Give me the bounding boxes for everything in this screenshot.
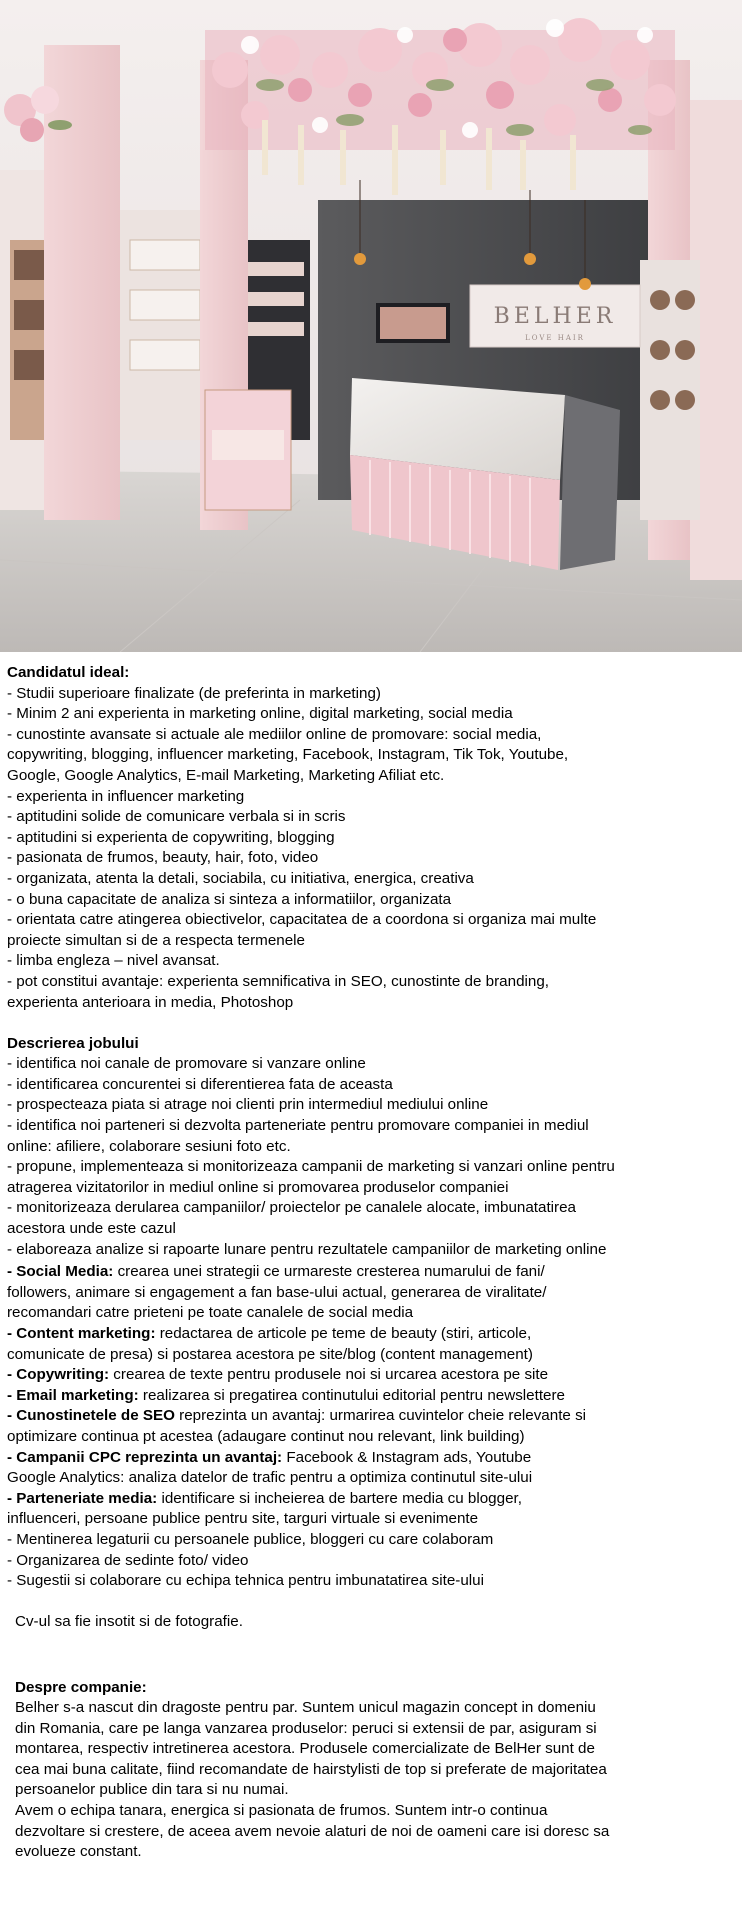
job-line: - identifica noi parteneri si dezvolta parteneriate pentru promovare companiei in mediul [7, 1117, 589, 1135]
content-marketing-text: redactarea de articole pe teme de beauty (stiri, articole, [155, 1325, 532, 1342]
company-line: persoanelor publice din tara si nu numai. [15, 1781, 289, 1799]
job-line: - propune, implementeaza si monitorizeaza campanii de marketing si vanzari online pentru [7, 1158, 615, 1176]
company-line: Belher s-a nascut din dragoste pentru par. Suntem unicul magazin concept in domeniu [15, 1699, 596, 1717]
job-line: - identificarea concurentei si diferentierea fata de aceasta [7, 1075, 393, 1093]
email-marketing-item [7, 1386, 735, 1407]
job-tail-line: - Sugestii si colaborare cu echipa tehnica pentru imbunatatirea site-ului [7, 1572, 484, 1590]
cpc-text: Facebook & Instagram ads, Youtube [282, 1448, 532, 1466]
media-partnerships-item [7, 1489, 735, 1510]
store-photo [0, 0, 742, 652]
ideal-line: - aptitudini si experienta de copywriting, blogging [7, 828, 335, 846]
ideal-line: - pot constitui avantaje: experienta semnificativa in SEO, cunostinte de branding, [7, 972, 549, 990]
content-marketing-label: - Content marketing: [7, 1325, 156, 1342]
social-media-text: crearea unei strategii ce urmareste cresterea numarului de fani/ [113, 1263, 545, 1281]
ideal-line: - organizata, atenta la detali, sociabila, cu initiativa, energica, creativa [7, 869, 474, 887]
sign-brand: BELHER [493, 304, 617, 329]
email-marketing-label: - Email marketing: [7, 1386, 139, 1404]
ideal-candidate-list [7, 684, 735, 1014]
ideal-line: - cunostinte avansate si actuale ale mediilor online de promovare: social media, [7, 725, 542, 743]
social-media-label: - Social Media: [7, 1263, 114, 1281]
job-line: - monitorizeaza derularea campaniilor/ proiectelor pe canalele alocate, imbunatatirea [7, 1199, 576, 1217]
sign-tagline: LOVE HAIR [525, 334, 585, 342]
company-line: Avem o echipa tanara, energica si pasionata de frumos. Suntem intr-o continua [15, 1802, 548, 1820]
social-media-text-2: followers, animare si engagement a fan base-ului actual, generarea de viralitate/ [7, 1283, 547, 1301]
email-marketing-text: realizarea si pregatirea continutului editorial pentru newslettere [138, 1386, 566, 1404]
ideal-line: Google, Google Analytics, E-mail Marketing, Marketing Afiliat etc. [7, 766, 445, 784]
ideal-line: copywriting, blogging, influencer marketing, Facebook, Instagram, Tik Tok, Youtube, [7, 746, 569, 764]
ideal-candidate-heading: Candidatul ideal: [7, 664, 130, 681]
ideal-line: - o buna capacitate de analiza si sinteza a informatiilor, organizata [7, 890, 452, 908]
ideal-line: - orientata catre atingerea obiectivelor, capacitatea de a coordona si organiza mai multe [7, 911, 597, 929]
ideal-line: - aptitudini solide de comunicare verbala si in scris [7, 808, 346, 826]
media-partnerships-text-2: influenceri, persoane publice pentru site, targuri virtuale si evenimente [7, 1510, 479, 1528]
content-marketing-item [7, 1324, 735, 1345]
company-section [7, 1678, 735, 1863]
copywriting-item [7, 1365, 735, 1386]
job-description [7, 663, 735, 1863]
cpc-text-2: Google Analytics: analiza datelor de trafic pentru a optimiza continutul site-ului [7, 1469, 533, 1487]
job-tail-line: - Organizarea de sedinte foto/ video [7, 1551, 249, 1569]
cpc-item [7, 1448, 735, 1469]
ideal-line: - Minim 2 ani experienta in marketing online, digital marketing, social media [7, 705, 513, 723]
social-media-text-3: recomandari catre prieteni pe toate canalele de social media [7, 1304, 414, 1322]
job-areas-list [7, 1262, 735, 1592]
cpc-label: - Campanii CPC reprezinta un avantaj: [7, 1448, 283, 1466]
ideal-line: - limba engleza – nivel avansat. [7, 952, 220, 970]
company-line: cea mai buna calitate, fiind recomandate de hairstylisti de top si preferate de majoritatea [15, 1760, 607, 1778]
content-marketing-text-2: comunicate de presa) si postarea acestora pe site/blog (content management) [7, 1345, 533, 1363]
cv-note: Cv-ul sa fie insotit si de fotografie. [15, 1613, 243, 1631]
media-partnerships-label: - Parteneriate media: [7, 1489, 158, 1507]
ideal-line: - experienta in influencer marketing [7, 787, 245, 805]
job-line: acestora unde este cazul [7, 1220, 176, 1238]
job-line: - elaboreaza analize si rapoarte lunare pentru rezultatele campaniilor de marketing online [7, 1240, 607, 1258]
ideal-line: - pasionata de frumos, beauty, hair, foto, video [7, 849, 319, 867]
job-duties-list [7, 1054, 735, 1260]
seo-item [7, 1406, 735, 1427]
company-line: dezvoltare si crestere, de aceea avem nevoie alaturi de noi de oameni care isi doresc sa [15, 1822, 610, 1840]
job-description-heading: Descrierea jobului [7, 1034, 139, 1052]
seo-label: - Cunostinetele de SEO [7, 1407, 175, 1425]
company-line: evolueze constant. [15, 1843, 142, 1861]
job-tail-line: - Mentinerea legaturii cu persoanele publice, bloggeri cu care colaboram [7, 1530, 494, 1548]
job-line: atragerea vizitatorilor in mediul online si promovarea produselor companiei [7, 1178, 509, 1196]
ideal-line: proiecte simultan si de a respecta termenele [7, 931, 305, 949]
ideal-line: experienta anterioara in media, Photoshop [7, 993, 294, 1011]
seo-text: reprezinta un avantaj: urmarirea cuvintelor cheie relevante si [174, 1407, 587, 1425]
job-line: - prospecteaza piata si atrage noi clienti prin intermediul mediului online [7, 1096, 489, 1114]
company-line: din Romania, care pe langa vanzarea produselor: peruci si extensii de par, asiguram si [15, 1719, 597, 1737]
ideal-line: - Studii superioare finalizate (de preferinta in marketing) [7, 684, 381, 702]
job-line: - identifica noi canale de promovare si vanzare online [7, 1055, 366, 1073]
company-line: montarea, respectiv intretinerea acestora. Produsele comercializate de BelHer sunt de [15, 1740, 595, 1758]
company-heading: Despre companie: [15, 1678, 147, 1696]
seo-text-2: optimizare continua pt acestea (adaugare continut nou relevant, link building) [7, 1427, 525, 1445]
job-line: online: afiliere, colaborare sesiuni foto etc. [7, 1137, 291, 1155]
media-partnerships-text: identificare si incheierea de bartere media cu blogger, [157, 1489, 522, 1507]
copywriting-text: crearea de texte pentru produsele noi si urcarea acestora pe site [109, 1366, 549, 1384]
copywriting-label: - Copywriting: [7, 1366, 110, 1384]
social-media-item [7, 1262, 735, 1283]
